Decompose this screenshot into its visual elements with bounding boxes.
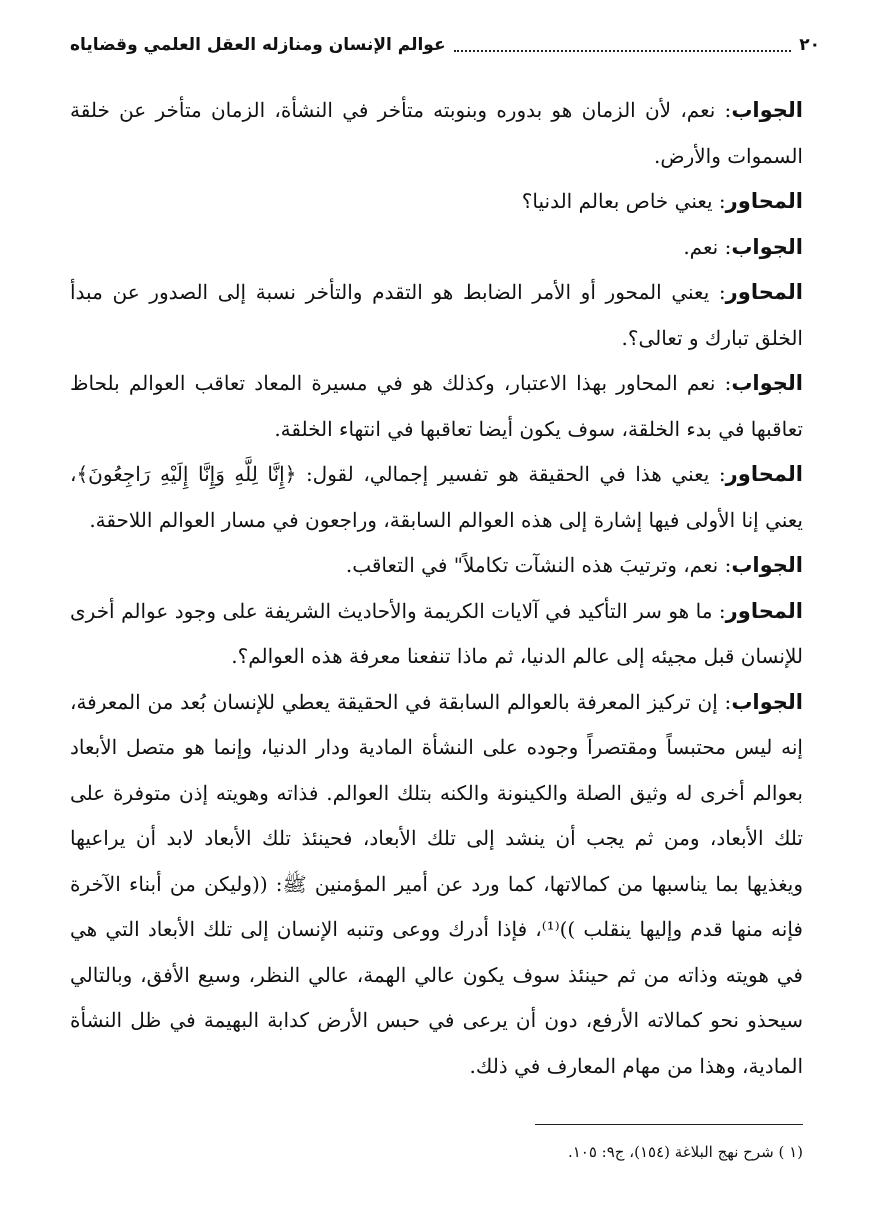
speaker-label: الجواب — [731, 234, 803, 259]
dialogue-entry — [70, 543, 803, 589]
dialogue-entry — [70, 225, 803, 271]
running-title: عوالم الإنسان ومنازله العقل العلمي وقضاياه — [70, 35, 446, 55]
speaker-label: المحاور — [725, 280, 803, 304]
entry-text: : نعم. — [683, 234, 732, 259]
footnote-divider — [535, 1124, 803, 1125]
entry-text: : يعني خاص بعالم الدنيا؟ — [521, 189, 726, 213]
entry-text: : نعم، وترتيبَ هذه النشآت تكاملاً" في التعاقب. — [345, 553, 732, 577]
speaker-label: المحاور — [725, 462, 803, 486]
speaker-label: الجواب — [731, 98, 803, 122]
footnote: (١ ) شرح نهج البلاغة (١٥٤)، ج٩: ١٠٥. — [567, 1143, 803, 1161]
dialogue-entry — [70, 179, 803, 225]
page-number: ٢٠ — [799, 35, 820, 55]
entry-text: : إن تركيز المعرفة بالعوالم السابقة في الحقيقة يعطي للإنسان بُعد من المعرفة، إنه ليس محتبساً ومقتصراً وجوده على النشأة المادية ودار الدنيا، وإنما هو متصل الأبعاد بعوالم أخرى له وثيق الصلة والكينونة والكنه بتلك العوالم. فذاته وهويته إذن متوفرة على تلك الأبعاد، ومن ثم يجب أن ينشد إلى تلك الأبعاد، فحينئذ تلك الأبعاد لابد أن يراعيها ويغذيها بما يناسبها من كمالاتها، كما ورد عن أمير المؤمنين ﷺ: ((وليكن من أبناء الآخرة فإنه منها قدم وإليها ينقلب ))⁽¹⁾، فإذا أدرك ووعى وتنبه الإنسان إلى تلك الأبعاد التي هي في هويته وذاته من ثم حينئذ سوف يكون عالي الهمة، عالي النظر، وسيع الأفق، وبالتالي سيحذو نحو كمالاته الأرفع، دون أن يرعى في حبس الأرض كدابة البهيمة في ظل النشأة المادية، وهذا من مهام المعارف في ذلك. — [70, 689, 804, 1078]
entry-text: : يعني المحور أو الأمر الضابط هو التقدم والتأخر نسبة إلى الصدور عن مبدأ الخلق تبارك و تعالى؟. — [70, 280, 803, 350]
entry-text: : ما هو سر التأكيد في آلايات الكريمة والأحاديث الشريفة على وجود عوالم أخرى للإنسان قبل مجيئه إلى عالم الدنيا، ثم ماذا تنفعنا معرفة هذه العوالم؟. — [70, 598, 803, 668]
dialogue-entry — [70, 680, 803, 1090]
entry-text: : نعم المحاور بهذا الاعتبار، وكذلك هو في مسيرة المعاد تعاقب العوالم بلحاظ تعاقبها في بدء الخلقة، سوف يكون أيضا تعاقبها في انتهاء الخلقة. — [70, 371, 803, 441]
entry-text: : نعم، لأن الزمان هو بدوره وبنوبته متأخر في النشأة، الزمان متأخر عن خلقة السموات والأرض. — [70, 98, 803, 168]
speaker-label: الجواب — [731, 371, 803, 395]
dialogue-entry — [70, 361, 803, 452]
dialogue-entry — [70, 452, 803, 543]
dialogue-entry — [70, 589, 803, 680]
header-dotted-leader — [454, 38, 792, 52]
dialogue-entry — [70, 88, 803, 179]
speaker-label: الجواب — [731, 553, 803, 577]
speaker-label: المحاور — [725, 189, 803, 213]
entry-text: : يعني هذا في الحقيقة هو تفسير إجمالي، لقول: ﴿إِنَّا لِلَّهِ وَإِنَّا إِلَيْهِ رَاجِعُونَ﴾، يعني إنا الأولى فيها إشارة إلى هذه العوالم السابقة، وراجعون في مسار العوالم اللاحقة. — [70, 462, 803, 532]
speaker-label: المحاور — [725, 598, 803, 623]
dialogue-body — [70, 88, 803, 1089]
dialogue-entry — [70, 270, 803, 361]
page-header — [70, 30, 820, 60]
speaker-label: الجواب — [731, 689, 803, 714]
